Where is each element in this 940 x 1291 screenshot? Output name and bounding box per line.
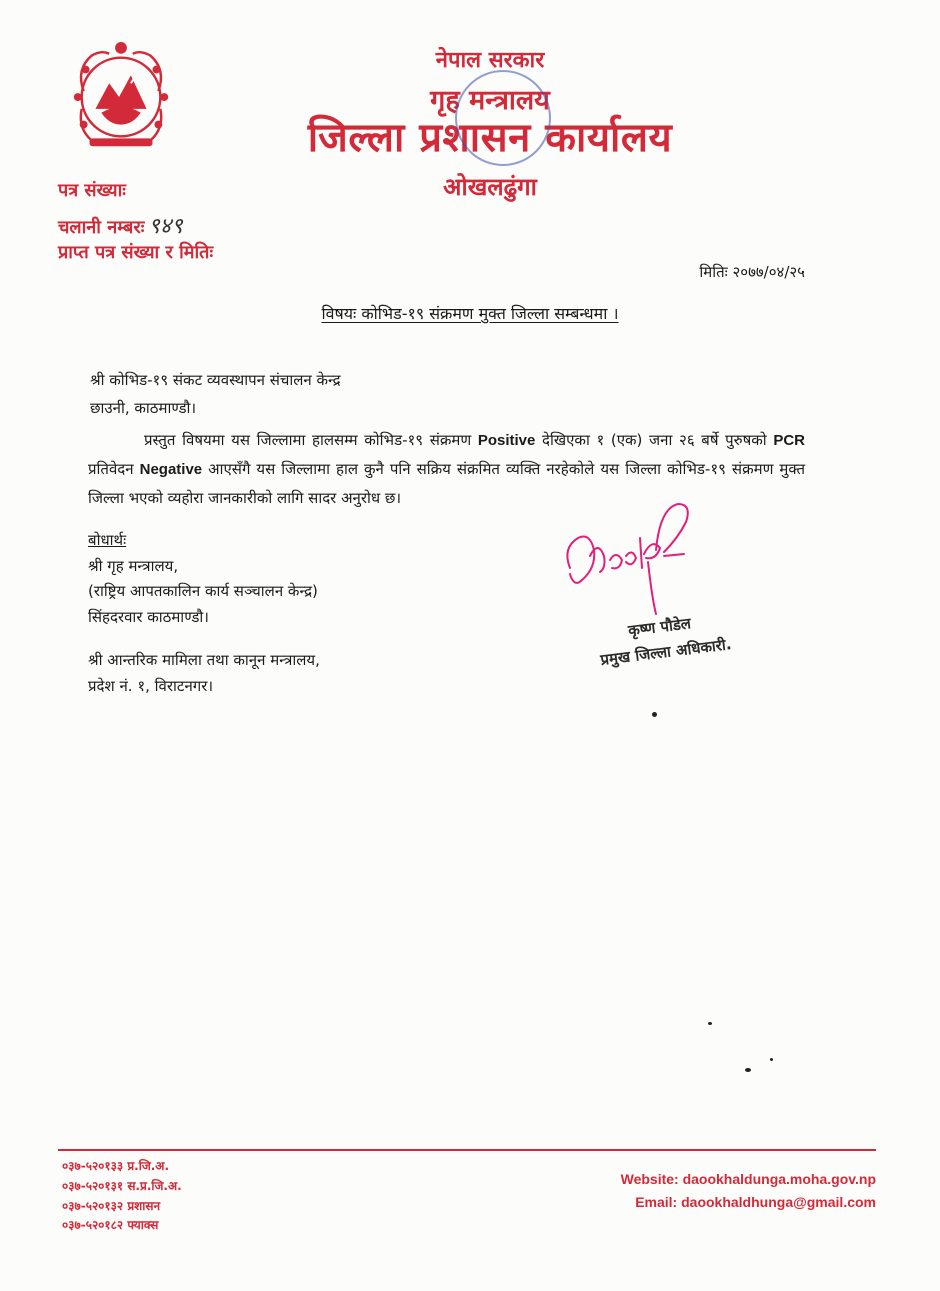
footer-phone: ०३७-५२०१३३ प्र.जि.अ. — [62, 1159, 170, 1173]
letter-date: मितिः २०७७/०४/२५ — [699, 263, 805, 281]
cc-label: बोधार्थः — [88, 531, 127, 549]
footer-website[interactable]: Website: daookhaldunga.moha.gov.np — [620, 1171, 876, 1187]
body-text: प्रतिवेदन — [88, 460, 140, 478]
footer-phone: ०३७-५२०१३२ प्रशासन — [62, 1199, 161, 1213]
scan-speck — [770, 1058, 773, 1061]
subject-text: विषयः कोभिड-१९ संक्रमण मुक्त जिल्ला सम्बन्धमा । — [321, 304, 619, 323]
ministry-name: गृह मन्त्रालय — [430, 85, 550, 116]
cc-line: प्रदेश नं. १, विराटनगर। — [88, 677, 214, 695]
signature-icon — [560, 498, 710, 618]
cc-line: श्री गृह मन्त्रालय, — [88, 557, 179, 575]
addressee-line-2: छाउनी, काठमाण्डौ। — [90, 399, 197, 417]
signatory-title: प्रमुख जिल्ला अधिकारी. — [599, 635, 733, 669]
footer-email[interactable]: Email: daookhaldhunga@gmail.com — [635, 1194, 876, 1210]
office-stamp-icon — [455, 70, 551, 166]
government-name: नेपाल सरकार — [435, 48, 545, 73]
district-name: ओखलढुंगा — [443, 173, 537, 201]
addressee-line-1: श्री कोभिड-१९ संकट व्यवस्थापन संचालन केन्द्र — [90, 371, 341, 389]
cc-line: श्री आन्तरिक मामिला तथा कानून मन्त्रालय, — [88, 651, 320, 669]
footer-phone: ०३७-५२०१८२ फ्याक्स — [62, 1218, 159, 1232]
scan-speck — [652, 712, 657, 717]
office-name: जिल्ला प्रशासन कार्यालय — [307, 115, 673, 161]
body-text: देखिएका १ (एक) जना २६ बर्षे पुरुषको — [535, 431, 774, 449]
body-text: प्रस्तुत विषयमा यस जिल्लामा हालसम्म कोभिड-१९ संक्रमण — [144, 431, 478, 449]
footer-divider — [58, 1149, 876, 1151]
footer-phone: ०३७-५२०१३१ स.प्र.जि.अ. — [62, 1179, 182, 1193]
body-text: आएसँगै यस जिल्लामा हाल कुनै पनि सक्रिय संक्रमित व्यक्ति नरहेकोले यस जिल्ला कोभिड-१९ संक्रमण मुक्त जिल्ला भएको व्यहोरा जानकारीको लागि सादर अनुरोध छ। — [88, 460, 805, 507]
pcr-term: PCR — [773, 432, 805, 449]
nepal-emblem-icon — [62, 40, 180, 158]
dispatch-number — [58, 210, 183, 240]
signatory-name: कृष्ण पौडेल — [627, 614, 692, 640]
received-letter-label: प्राप्त पत्र संख्या र मितिः — [58, 242, 214, 263]
subject-line — [0, 302, 940, 324]
cc-line: (राष्ट्रिय आपतकालिन कार्य सञ्चालन केन्द्र) — [88, 582, 318, 600]
cc-line: सिंहदरवार काठमाण्डौ। — [88, 608, 209, 626]
scan-speck — [708, 1022, 712, 1025]
letter-number-label: पत्र संख्याः — [58, 180, 126, 201]
dispatch-number-value: ९४९ — [148, 214, 183, 239]
scan-speck — [745, 1068, 751, 1072]
positive-term: Positive — [477, 432, 536, 449]
dispatch-number-label: चलानी नम्बरः — [58, 217, 145, 238]
negative-term: Negative — [139, 461, 203, 478]
